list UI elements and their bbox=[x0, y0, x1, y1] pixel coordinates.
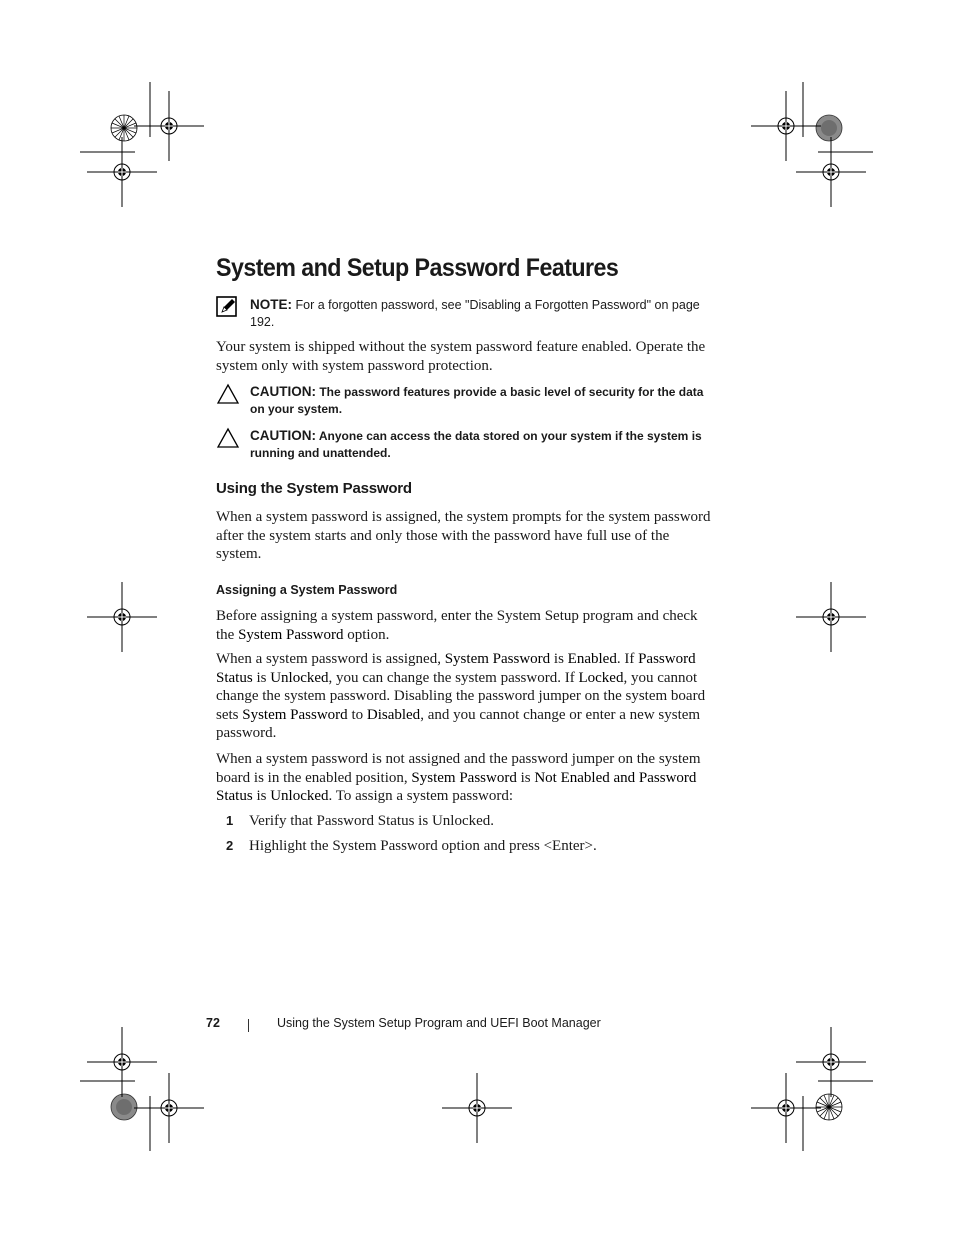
footer-divider bbox=[248, 1019, 249, 1032]
text-run: , you can change the system password. If bbox=[328, 669, 579, 686]
section-heading: Using the System Password bbox=[216, 480, 412, 497]
step-number: 1 bbox=[226, 813, 234, 828]
text-run: When a system password is not assigned and the password jumper on the system board is in the enabled position, bbox=[216, 751, 701, 786]
text-run: . If bbox=[616, 651, 639, 667]
text-run: is bbox=[414, 813, 432, 829]
ui-term: Unlocked bbox=[431, 813, 491, 829]
page-number: 72 bbox=[206, 1016, 220, 1030]
text-run: , and you cannot change or enter a new system password. bbox=[216, 706, 701, 742]
ui-term: Enabled bbox=[567, 651, 617, 667]
text-run: Verify that bbox=[249, 813, 317, 829]
step-number: 2 bbox=[226, 838, 234, 853]
caution-text: The password features provide a basic level of security for the data on your system. bbox=[250, 385, 704, 416]
intro-paragraph: Your system is shipped without the system password feature enabled. Operate the system only with system password protection. bbox=[216, 339, 706, 374]
ui-term: System Password bbox=[242, 706, 348, 723]
note-text: For a forgotten password, see "Disabling a Forgotten Password" on page 192. bbox=[250, 298, 700, 329]
page-title: System and Setup Password Features bbox=[216, 254, 619, 282]
text-run: Highlight the bbox=[249, 838, 333, 854]
caution-label: CAUTION: bbox=[250, 384, 316, 399]
ui-term: and bbox=[609, 769, 639, 786]
page-footer bbox=[0, 1016, 954, 1036]
caution-text: Anyone can access the data stored on your system if the system is running and unattended. bbox=[250, 429, 702, 460]
caution-triangle-icon bbox=[216, 427, 240, 454]
ui-term: Password Status bbox=[216, 651, 696, 686]
caution-callout bbox=[216, 383, 716, 419]
ui-term: Password Status bbox=[216, 769, 697, 805]
text-run: . To assign a system password: bbox=[328, 788, 514, 805]
assign-paragraph-2 bbox=[216, 650, 716, 743]
ui-term: Locked bbox=[578, 669, 624, 686]
text-run: is bbox=[550, 651, 568, 667]
text-run: . bbox=[490, 813, 495, 829]
note-label: NOTE: bbox=[250, 297, 292, 312]
assign-paragraph-3 bbox=[216, 750, 716, 806]
ui-term: Not Enabled bbox=[534, 769, 610, 786]
pencil-note-icon bbox=[216, 296, 238, 323]
ui-term: Unlocked bbox=[270, 669, 329, 686]
ui-term: Password Status bbox=[316, 813, 415, 829]
text-run: , you cannot change the system password. Disabling the password jumper on the system board sets bbox=[216, 669, 706, 723]
ui-term: System Password bbox=[332, 838, 438, 854]
text-run: option. bbox=[343, 626, 390, 643]
assign-paragraph-1 bbox=[216, 607, 716, 644]
text-run: When a system password is assigned, bbox=[216, 651, 445, 667]
note-callout bbox=[216, 296, 716, 332]
caution-label: CAUTION: bbox=[250, 428, 316, 443]
ui-term: Disabled bbox=[366, 706, 421, 723]
text-run: is bbox=[252, 669, 271, 686]
caution-triangle-icon bbox=[216, 383, 240, 410]
text-run: option and press <Enter>. bbox=[437, 838, 597, 854]
ui-term: System Password bbox=[444, 651, 551, 667]
text-run: is bbox=[516, 769, 535, 786]
caution-callout bbox=[216, 427, 716, 463]
ui-term: System Password bbox=[238, 626, 344, 643]
text-run: is bbox=[252, 788, 271, 805]
subsection-heading: Assigning a System Password bbox=[216, 583, 398, 597]
text-run: Before assigning a system password, enter the System Setup program and check the bbox=[216, 608, 698, 643]
chapter-title: Using the System Setup Program and UEFI Boot Manager bbox=[277, 1016, 601, 1030]
section-intro: When a system password is assigned, the system prompts for the system password after the system starts and only those with the password have full use of the system. bbox=[216, 509, 711, 563]
ui-term: System Password bbox=[411, 769, 517, 786]
text-run: to bbox=[347, 706, 367, 723]
ui-term: Unlocked bbox=[270, 788, 329, 805]
